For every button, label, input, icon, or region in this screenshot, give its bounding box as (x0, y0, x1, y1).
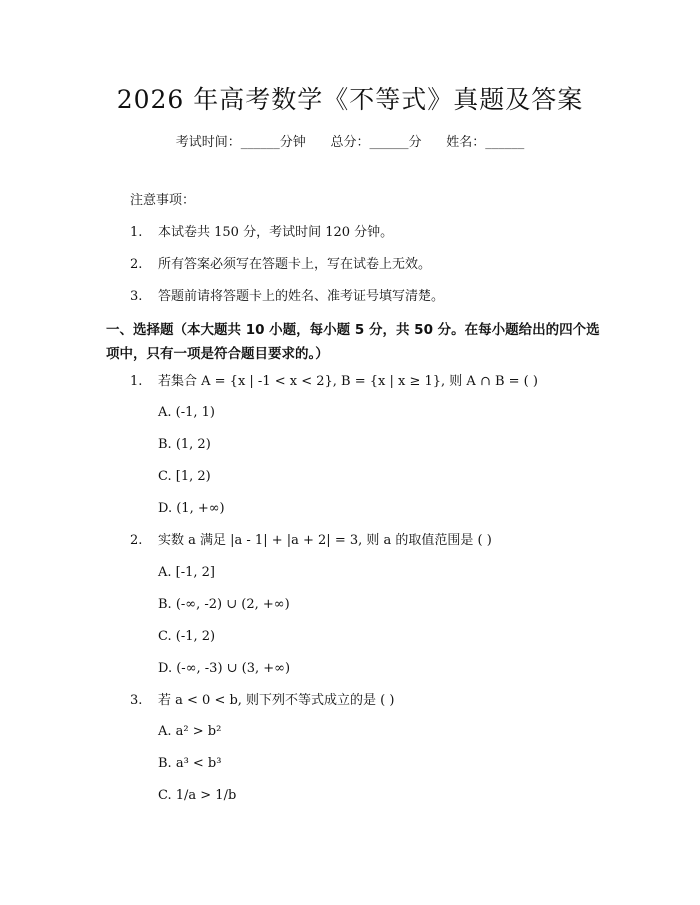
question-2-option-c: C. (-1, 2) (158, 629, 216, 644)
question-2-number: 2. (130, 533, 143, 548)
question-2-stem: 实数 a 满足 |a - 1| + |a + 2| = 3, 则 a 的取值范围是 ( ) (158, 533, 492, 548)
question-1-option-c: C. [1, 2) (158, 469, 211, 484)
question-2-option-b: B. (-∞, -2) ∪ (2, +∞) (158, 597, 290, 612)
question-3-stem: 若 a < 0 < b, 则下列不等式成立的是 ( ) (158, 693, 395, 708)
notice-item-3-text: 答题前请将答题卡上的姓名、准考证号填写清楚。 (158, 289, 445, 304)
question-3-number: 3. (130, 693, 143, 708)
question-1-number: 1. (130, 374, 143, 389)
question-1-option-d: D. (1, +∞) (158, 501, 225, 516)
notice-item-3-num: 3. (130, 289, 143, 304)
question-3-option-c: C. 1/a > 1/b (158, 788, 237, 803)
notice-item-1-num: 1. (130, 225, 143, 240)
question-3-option-a: A. a² > b² (158, 724, 222, 739)
notice-item-1-text: 本试卷共 150 分，考试时间 120 分钟。 (158, 225, 394, 240)
question-1-stem: 若集合 A = {x | -1 < x < 2}, B = {x | x ≥ 1}, 则 A ∩ B = ( ) (158, 374, 538, 389)
question-3-option-b: B. a³ < b³ (158, 756, 222, 771)
section-heading: 一、选择题（本大题共 10 小题，每小题 5 分，共 50 分。在每小题给出的四个选项中，只有一项是符合题目要求的。） (106, 322, 600, 362)
notice-heading: 注意事项： (130, 193, 196, 208)
exam-info-line: 考试时间：______分钟 总分：______分 姓名：______ (175, 135, 525, 150)
notice-item-2-num: 2. (130, 257, 143, 272)
question-1-option-b: B. (1, 2) (158, 437, 211, 452)
question-1-option-a: A. (-1, 1) (158, 405, 215, 420)
question-2-option-a: A. [-1, 2] (158, 565, 215, 580)
exam-title: 2026 年高考数学《不等式》真题及答案 (116, 85, 584, 114)
question-2-option-d: D. (-∞, -3) ∪ (3, +∞) (158, 661, 291, 676)
notice-item-2-text: 所有答案必须写在答题卡上，写在试卷上无效。 (158, 257, 432, 272)
